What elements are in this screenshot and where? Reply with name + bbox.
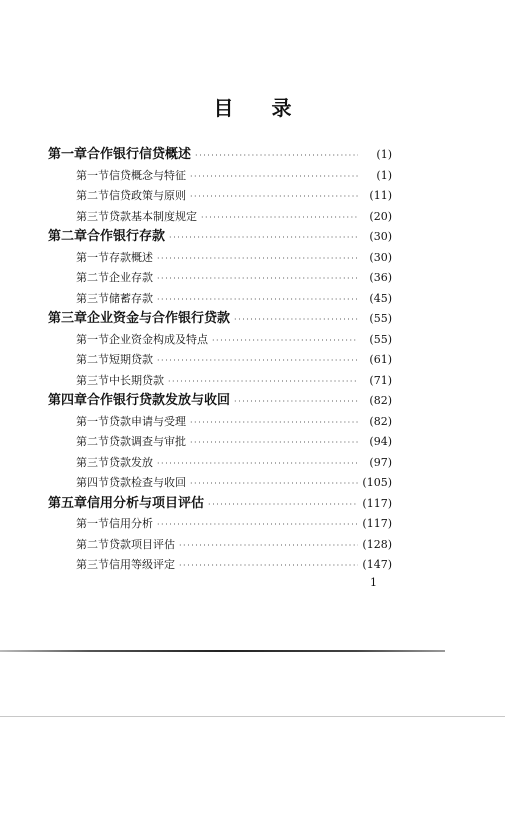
page-reference: (30): [369, 250, 392, 264]
toc-section-entry: [48, 166, 392, 187]
section-number: 第三节: [76, 455, 109, 469]
toc-chapter-entry: [48, 309, 392, 330]
section-title: 储蓄存款: [109, 291, 153, 305]
dot-leader: [195, 146, 358, 167]
section-title: 企业资金构成及特点: [109, 332, 208, 346]
toc-section-entry: [48, 350, 392, 371]
page-number: 1: [370, 576, 377, 589]
page-reference: (61): [369, 353, 392, 366]
section-number: 第四节: [76, 476, 109, 489]
chapter-title: 信用分析与项目评估: [87, 495, 205, 511]
section-number: 第二节: [76, 435, 109, 448]
dot-leader: [179, 536, 358, 557]
toc-section-entry: [48, 432, 392, 453]
page-reference: (55): [369, 332, 392, 346]
page-reference: (30): [369, 230, 392, 243]
page-reference: (82): [369, 394, 392, 407]
section-title: 贷款基本制度规定: [109, 209, 197, 223]
toc-section-entry: [48, 514, 392, 535]
page-edge-line: [0, 716, 505, 717]
section-title: 信用等级评定: [109, 558, 175, 571]
section-number: 第一节: [76, 168, 109, 182]
page-reference: (11): [369, 189, 392, 202]
toc-section-entry: [48, 207, 392, 228]
section-title: 信贷概念与特征: [109, 168, 186, 182]
dot-leader: [234, 392, 358, 413]
section-number: 第一节: [76, 414, 109, 428]
page-reference: (128): [362, 537, 392, 551]
dot-leader: [208, 495, 358, 516]
dot-leader: [234, 310, 358, 331]
toc-chapter-entry: [48, 227, 392, 248]
chapter-number: 第四章: [48, 393, 88, 408]
section-title: 贷款检查与收回: [109, 476, 186, 489]
page-reference: (1): [376, 168, 392, 182]
chapter-title: 合作银行贷款发放与收回: [87, 393, 231, 408]
toc-chapter-entry: [48, 494, 392, 515]
toc-section-entry: [48, 555, 392, 576]
page-title: 目录: [213, 96, 330, 120]
table-of-contents: [48, 145, 392, 576]
dot-leader: [157, 454, 358, 475]
section-number: 第一节: [76, 250, 109, 264]
dot-leader: [157, 290, 358, 311]
toc-section-entry: [48, 473, 392, 494]
chapter-title: 合作银行信贷概述: [87, 147, 192, 162]
page-reference: (105): [362, 476, 392, 489]
dot-leader: [157, 351, 358, 372]
dot-leader: [190, 167, 358, 188]
dot-leader: [190, 413, 358, 434]
toc-section-entry: [48, 186, 392, 207]
page-reference: (117): [362, 496, 392, 510]
section-number: 第三节: [76, 291, 109, 305]
section-number: 第三节: [76, 209, 109, 223]
dot-leader: [212, 331, 358, 352]
section-title: 短期贷款: [109, 353, 153, 366]
chapter-number: 第三章: [48, 311, 88, 326]
page-reference: (147): [362, 558, 392, 571]
section-title: 存款概述: [109, 250, 153, 264]
page-reference: (45): [369, 291, 392, 305]
section-title: 中长期贷款: [109, 373, 164, 387]
divider-line: [0, 650, 445, 652]
toc-section-entry: [48, 289, 392, 310]
section-title: 贷款发放: [109, 455, 153, 469]
section-number: 第三节: [76, 373, 109, 387]
page-reference: (55): [369, 312, 392, 325]
dot-leader: [168, 372, 358, 393]
dot-leader: [179, 556, 358, 577]
page-reference: (1): [376, 148, 392, 161]
toc-section-entry: [48, 371, 392, 392]
dot-leader: [169, 228, 358, 249]
section-title: 贷款调查与审批: [109, 435, 186, 448]
section-title: 企业存款: [109, 271, 153, 284]
section-number: 第一节: [76, 517, 109, 530]
page-reference: (97): [369, 455, 392, 469]
section-title: 贷款项目评估: [109, 537, 175, 551]
toc-section-entry: [48, 412, 392, 433]
section-title: 信贷政策与原则: [109, 189, 186, 202]
page-reference: (117): [362, 517, 392, 530]
page-reference: (82): [369, 414, 392, 428]
toc-chapter-entry: [48, 145, 392, 166]
toc-chapter-entry: [48, 391, 392, 412]
section-title: 贷款申请与受理: [109, 414, 186, 428]
page-reference: (20): [369, 209, 392, 223]
toc-section-entry: [48, 248, 392, 269]
toc-section-entry: [48, 268, 392, 289]
toc-section-entry: [48, 330, 392, 351]
section-number: 第二节: [76, 271, 109, 284]
chapter-title: 合作银行存款: [87, 229, 166, 244]
chapter-number: 第五章: [48, 495, 88, 511]
chapter-number: 第一章: [48, 147, 88, 162]
page-reference: (71): [369, 373, 392, 387]
dot-leader: [157, 269, 358, 290]
section-number: 第二节: [76, 353, 109, 366]
dot-leader: [157, 515, 358, 536]
section-number: 第二节: [76, 537, 109, 551]
dot-leader: [190, 474, 358, 495]
chapter-number: 第二章: [48, 229, 88, 244]
section-number: 第一节: [76, 332, 109, 346]
section-number: 第三节: [76, 558, 109, 571]
dot-leader: [201, 208, 358, 229]
dot-leader: [190, 433, 358, 454]
section-number: 第二节: [76, 189, 109, 202]
section-title: 信用分析: [109, 517, 153, 530]
toc-section-entry: [48, 453, 392, 474]
page-reference: (94): [369, 435, 392, 448]
page-reference: (36): [369, 271, 392, 284]
dot-leader: [190, 187, 358, 208]
chapter-title: 企业资金与合作银行贷款: [87, 311, 231, 326]
dot-leader: [157, 249, 358, 270]
toc-section-entry: [48, 535, 392, 556]
